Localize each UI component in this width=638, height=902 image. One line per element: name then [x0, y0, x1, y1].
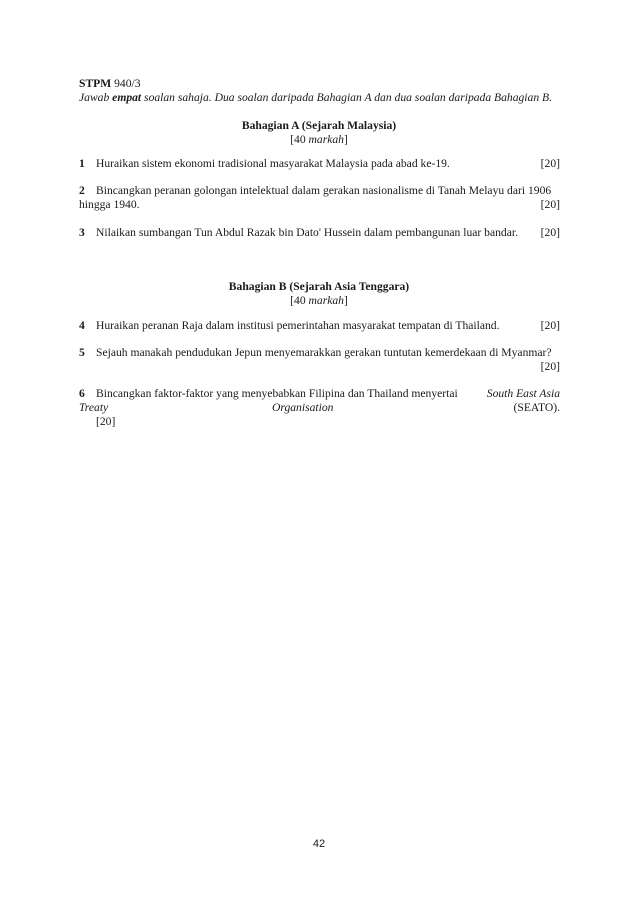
- question-6-tail: (SEATO).: [513, 401, 560, 414]
- page-number: 42: [312, 838, 326, 850]
- instructions: [79, 91, 552, 105]
- paper-code-number: 940/3: [114, 77, 141, 90]
- paper-code-label: STPM: [79, 77, 112, 90]
- question-1-number: 1: [79, 157, 85, 170]
- question-4-number: 4: [79, 319, 85, 332]
- question-4-marks: [20]: [540, 319, 560, 332]
- question-2-marks: [20]: [540, 198, 560, 211]
- instruction-bold: empat: [112, 91, 142, 104]
- section-a-title: Bahagian A (Sejarah Malaysia): [241, 119, 397, 132]
- question-2-text-cont: hingga 1940.: [79, 198, 140, 211]
- question-6-italic-a: South East Asia: [486, 387, 560, 400]
- question-2-number: 2: [79, 184, 85, 197]
- instruction-post: soalan sahaja. Dua soalan daripada Bahagian A dan dua soalan daripada Bahagian B.: [141, 91, 553, 104]
- section-a-marks: [0, 133, 638, 147]
- question-1-marks: [20]: [540, 157, 560, 170]
- question-1-text: Huraikan sistem ekonomi tradisional masyarakat Malaysia pada abad ke-19.: [96, 157, 450, 170]
- section-b-title: Bahagian B (Sejarah Asia Tenggara): [228, 280, 410, 293]
- section-a-marks-open: [40: [290, 133, 309, 146]
- question-3-number: 3: [79, 226, 85, 239]
- section-b-marks: [0, 294, 638, 308]
- section-a-marks-close: ]: [343, 133, 348, 146]
- question-3-text: Nilaikan sumbangan Tun Abdul Razak bin Dato' Hussein dalam pembangunan luar bandar.: [96, 226, 518, 239]
- question-6-number: 6: [79, 387, 85, 400]
- instruction-pre: Jawab: [79, 91, 113, 104]
- question-6-italic-b: Treaty: [79, 401, 109, 414]
- section-b-marks-open: [40: [290, 294, 309, 307]
- question-3-marks: [20]: [540, 226, 560, 239]
- question-6-text: Bincangkan faktor-faktor yang menyebabkan Filipina dan Thailand menyertai: [96, 387, 458, 400]
- question-4-text: Huraikan peranan Raja dalam institusi pemerintahan masyarakat tempatan di Thailand.: [96, 319, 500, 332]
- section-b-marks-close: ]: [343, 294, 348, 307]
- question-6-marks: [20]: [96, 415, 116, 428]
- question-2-text: Bincangkan peranan golongan intelektual dalam gerakan nasionalisme di Tanah Melayu dari 1906: [96, 184, 552, 197]
- question-5-text: Sejauh manakah pendudukan Jepun menyemarakkan gerakan tuntutan kemerdekaan di Myanmar?: [96, 346, 552, 359]
- question-5-marks: [20]: [540, 360, 560, 373]
- paper-code: [79, 77, 141, 91]
- section-b-marks-word: markah: [308, 294, 344, 307]
- question-5-number: 5: [79, 346, 85, 359]
- section-a-marks-word: markah: [308, 133, 344, 146]
- question-6-italic-c: Organisation: [272, 401, 334, 414]
